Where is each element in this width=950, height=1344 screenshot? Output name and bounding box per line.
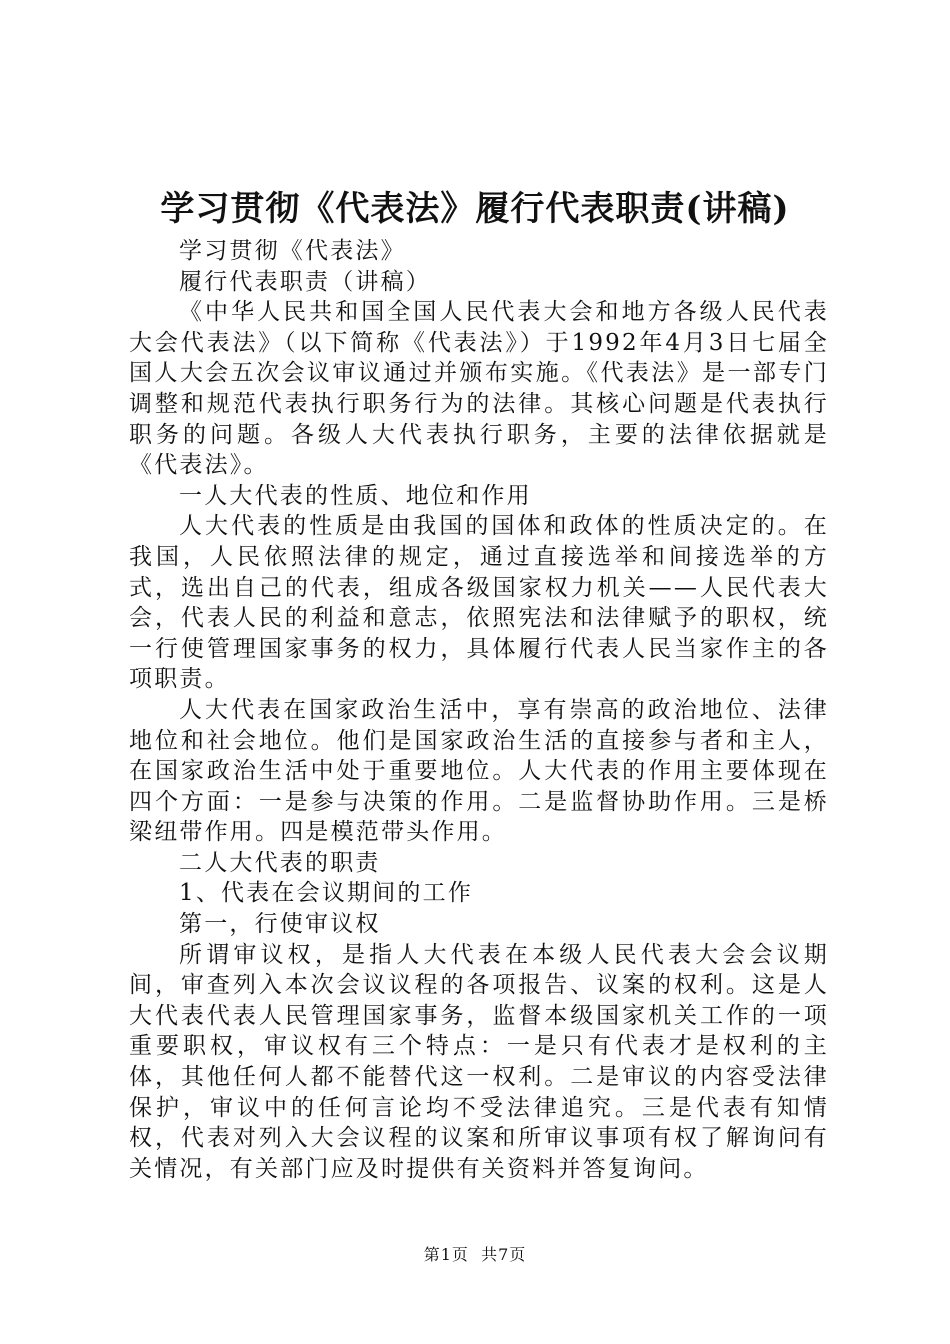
paragraph-status: 人大代表在国家政治生活中，享有崇高的政治地位、法律地位和社会地位。他们是国家政治生活的直接参与者和主人，在国家政治生活中处于重要地位。人大代表的作用主要体现在四个方面：一是参与决策的作用。二是监督协助作用。三是桥梁纽带作用。四是模范带头作用。	[129, 696, 829, 846]
section-heading-2: 二人大代表的职责	[179, 849, 381, 876]
paragraph-nature: 人大代表的性质是由我国的国体和政体的性质决定的。在我国，人民依照法律的规定，通过直接选举和间接选举的方式，选出自己的代表，组成各级国家权力机关——人民代表大会，代表人民的利益和意志，依照宪法和法律赋予的职权，统一行使管理国家事务的权力，具体履行代表人民当家作主的各项职责。	[129, 513, 829, 693]
subtitle-line-2: 履行代表职责（讲稿）	[179, 268, 431, 295]
subsection-heading: 1、代表在会议期间的工作	[179, 880, 474, 907]
subtitle-line-1: 学习贯彻《代表法》	[179, 238, 406, 264]
item-heading: 第一，行使审议权	[179, 911, 381, 938]
paragraph-review-right: 所谓审议权，是指人大代表在本级人民代表大会会议期间，审查列入本次会议议程的各项报告、议案的权利。这是人大代表代表人民管理国家事务，监督本级国家机关工作的一项重要职权，审议权有三个特点：一是只有代表才是权利的主体，其他任何人都不能替代这一权利。二是审议的内容受法律保护，审议中的任何言论均不受法律追究。三是代表有知情权，代表对列入大会议程的议案和所审议事项有权了解询问有关情况，有关部门应及时提供有关资料并答复询问。	[129, 941, 829, 1182]
section-heading-1: 一人大代表的性质、地位和作用	[179, 482, 532, 509]
intro-paragraph: 《中华人民共和国全国人民代表大会和地方各级人民代表大会代表法》（以下简称《代表法》）于1992年4月3日七届全国人大会五次会议审议通过并颁布实施。《代表法》是一部专门调整和规范代表执行职务行为的法律。其核心问题是代表执行职务的问题。各级人大代表执行职务，主要的法律依据就是《代表法》。	[129, 299, 829, 479]
document-body	[129, 236, 829, 1184]
document-title: 学习贯彻《代表法》履行代表职责(讲稿)	[160, 189, 790, 229]
page-footer: 第1页 共7页	[423, 1245, 527, 1264]
